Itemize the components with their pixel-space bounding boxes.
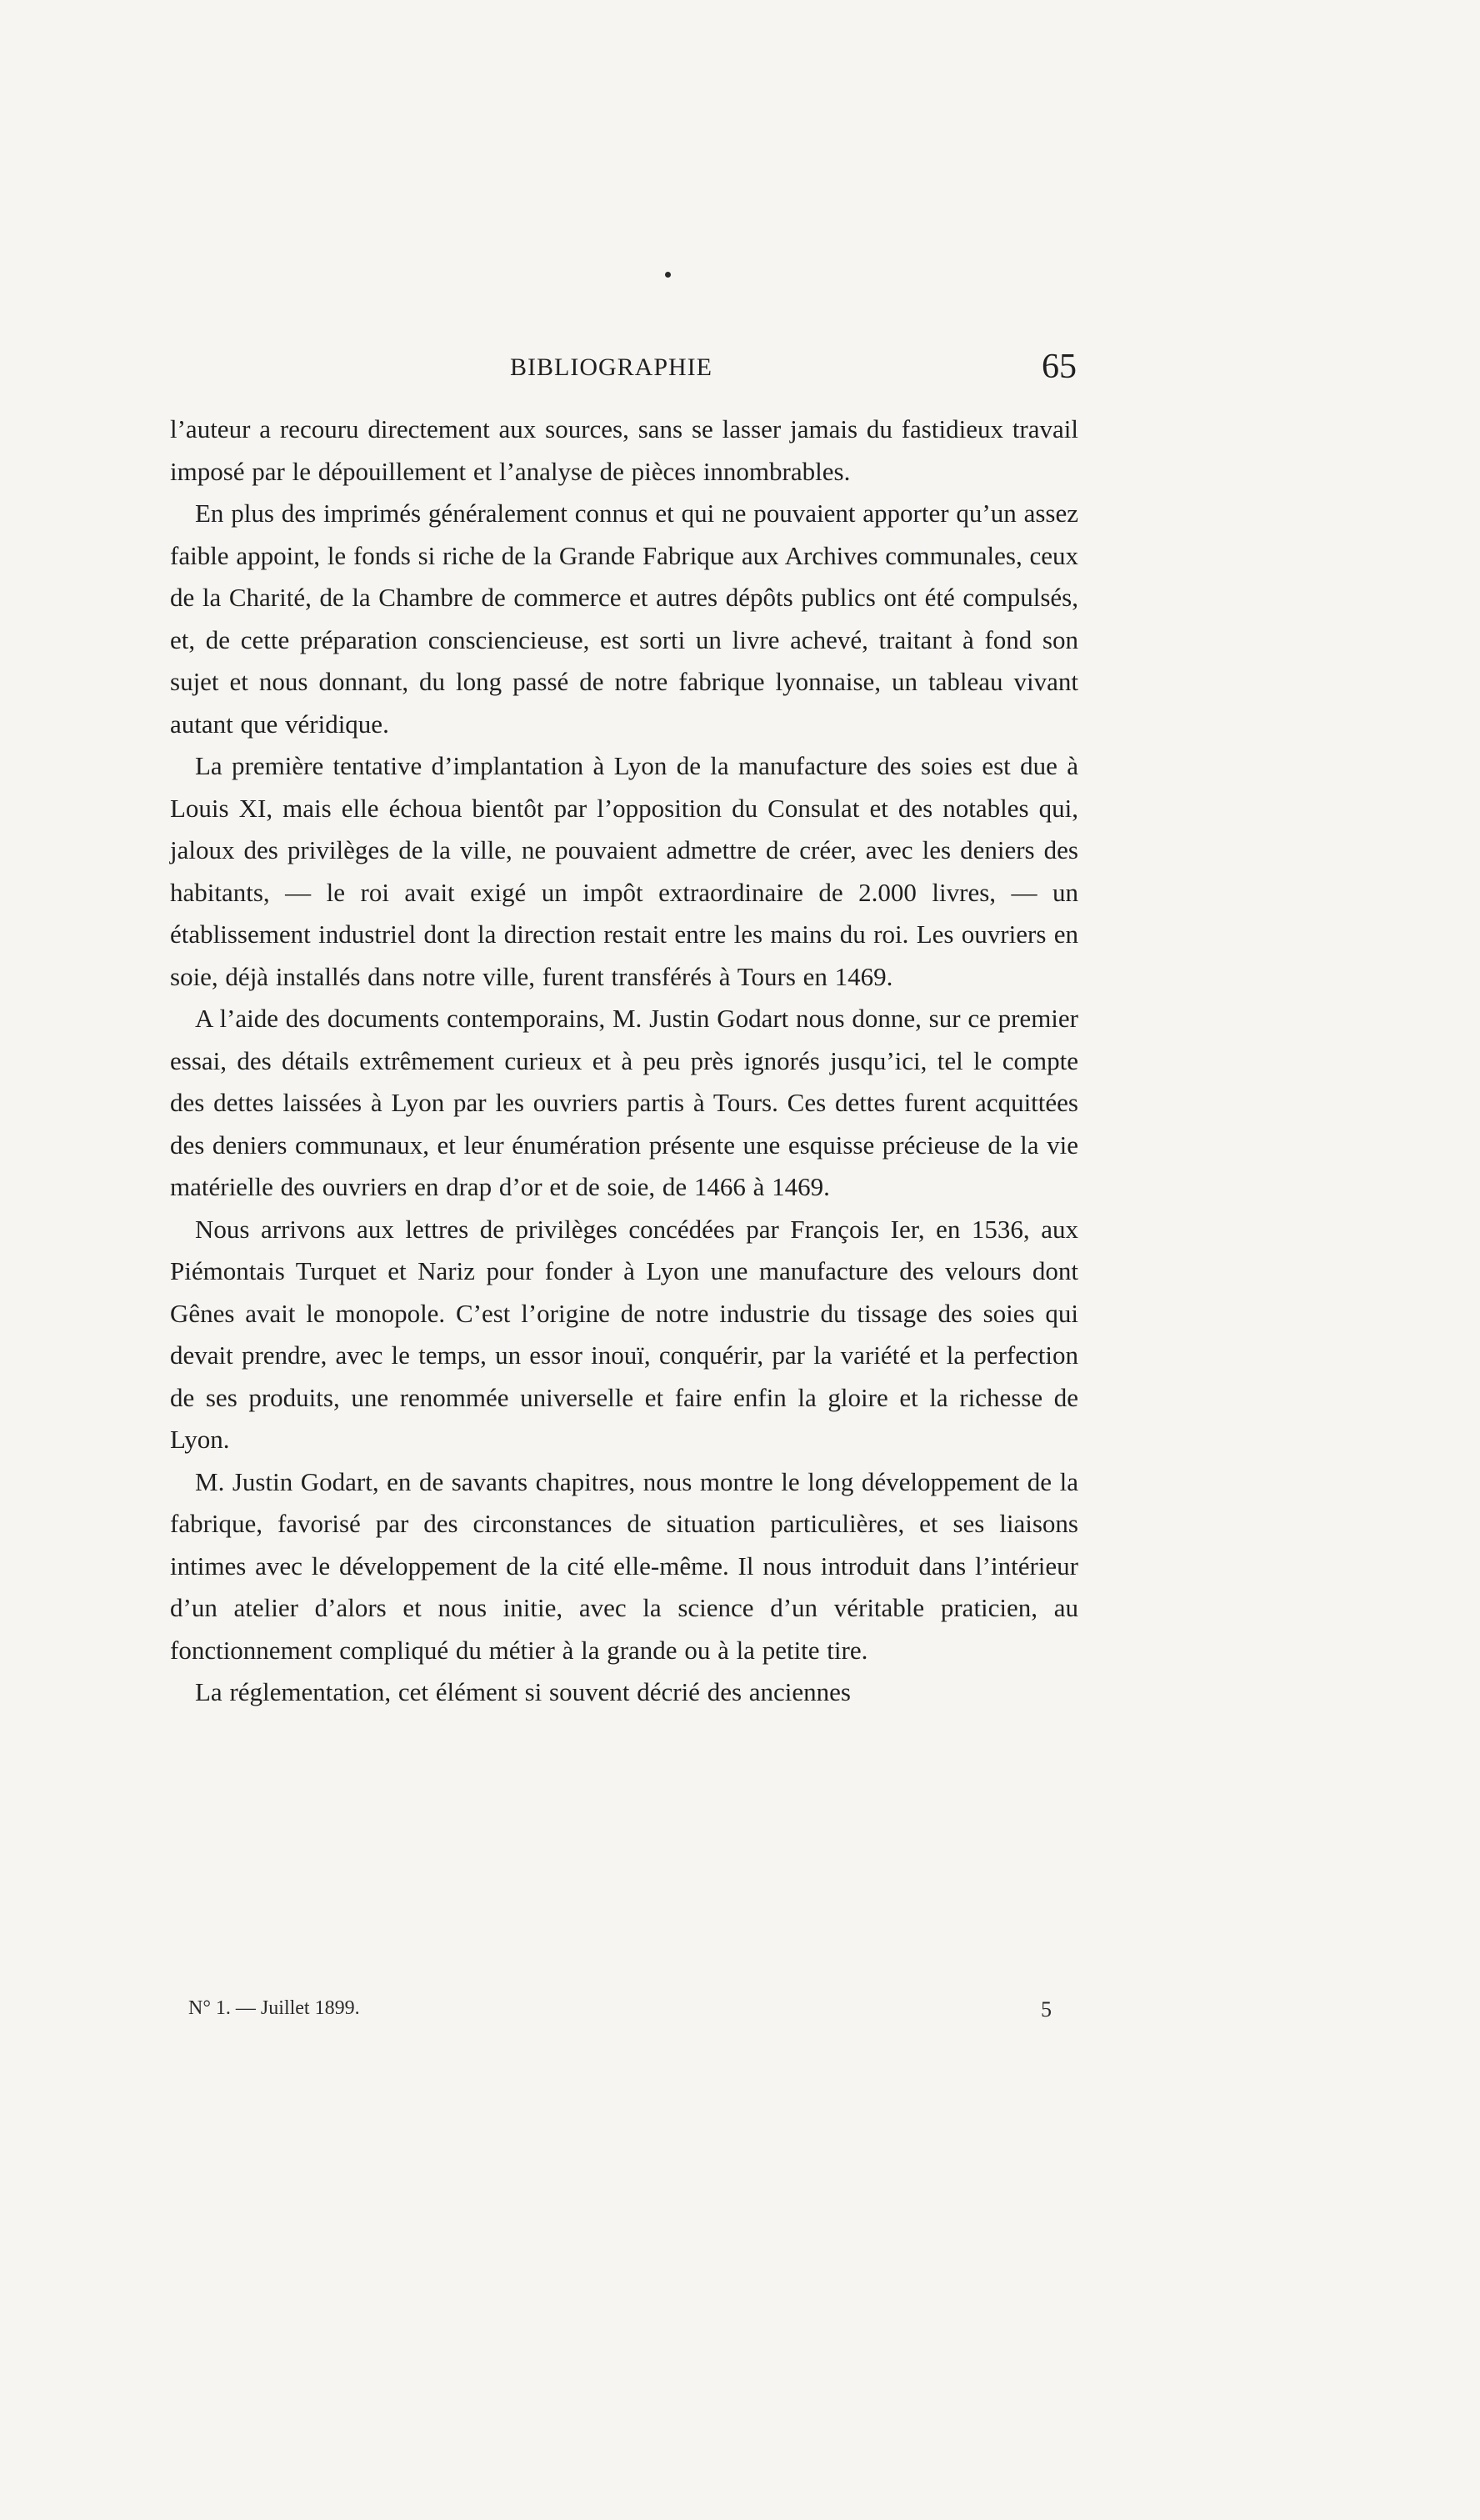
running-title: BIBLIOGRAPHIE (510, 353, 712, 381)
issue-line: N° 1. — Juillet 1899. (188, 1997, 360, 2019)
paragraph-1: l’auteur a recouru directement aux sources, sans se lasser jamais du fastidieux travail imposé par le dépouillement et l’analyse de pièces innombrables. (170, 414, 1078, 486)
signature-mark: 5 (1041, 1997, 1052, 2022)
paragraph-4: A l’aide des documents contemporains, M. Justin Godart nous donne, sur ce premier essai, des détails extrêmement curieux et à peu près ignorés jusqu’ici, tel le compte des dettes laissées à Lyon par les ouvriers partis à Tours. Ces dettes furent acquittées des deniers communaux, et leur énumération présente une esquisse précieuse de la vie matérielle des ouvriers en drap d’or et de soie, de 1466 à 1469. (170, 1004, 1078, 1201)
paragraph-7: La réglementation, cet élément si souvent décrié des anciennes (195, 1677, 851, 1706)
body-text (170, 408, 1078, 1714)
paragraph-5: Nous arrivons aux lettres de privilèges concédées par François Ier, en 1536, aux Piémontais Turquet et Nariz pour fonder à Lyon une manufacture des velours dont Gênes avait le monopole. C’est l’origine de notre industrie du tissage des soies qui devait prendre, avec le temps, un essor inouï, conquérir, par la variété et la perfection de ses produits, une renommée universelle et faire enfin la gloire et la richesse de Lyon. (170, 1214, 1078, 1454)
paragraph-2: En plus des imprimés généralement connus et qui ne pouvaient apporter qu’un assez faible appoint, le fonds si riche de la Grande Fabrique aux Archives communales, ceux de la Charité, de la Chambre de commerce et autres dépôts publics ont été compulsés, et, de cette préparation consciencieuse, est sorti un livre achevé, traitant à fond son sujet et nous donnant, du long passé de notre fabrique lyonnaise, un tableau vivant autant que véridique. (170, 498, 1078, 739)
page-number: 65 (1042, 348, 1077, 386)
running-head (188, 350, 1077, 400)
ink-dot (665, 272, 671, 278)
page-footer (188, 1997, 1077, 2031)
paragraph-3: La première tentative d’implantation à Lyon de la manufacture des soies est due à Louis XI, mais elle échoua bientôt par l’opposition du Consulat et des notables qui, jaloux des privilèges de la ville, ne pouvaient admettre de créer, avec les deniers des habitants, — le roi avait exigé un impôt extraordinaire de 2.000 livres, — un établissement industriel dont la direction restait entre les mains du roi. Les ouvriers en soie, déjà installés dans notre ville, furent transférés à Tours en 1469. (170, 751, 1078, 991)
paragraph-6: M. Justin Godart, en de savants chapitres, nous montre le long développement de la fabrique, favorisé par des circonstances de situation particulières, et ses liaisons intimes avec le développement de la cité elle-même. Il nous introduit dans l’intérieur d’un atelier d’alors et nous initie, avec la science d’un véritable praticien, au fonctionnement compliqué du métier à la grande ou à la petite tire. (170, 1466, 1078, 1665)
